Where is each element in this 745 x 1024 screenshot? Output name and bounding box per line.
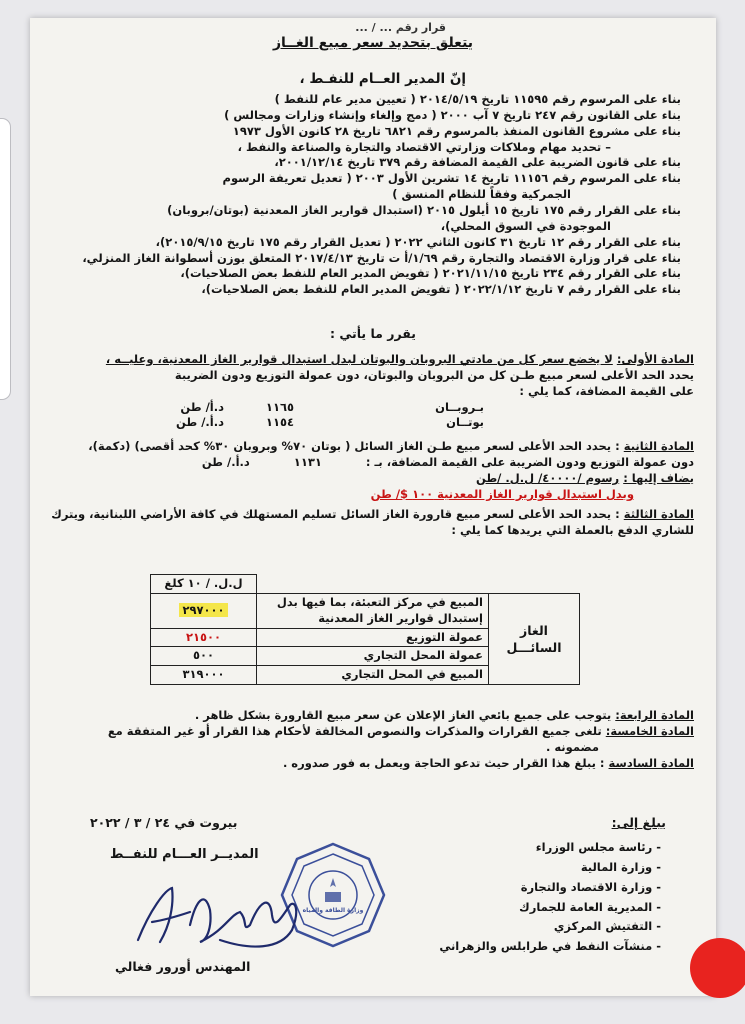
preamble-line: بناء على المرسوم رقم ١١١٥٦ تاريخ ١٤ تشرين الأول ٢٠٠٣ ( تعديل تعريفة الرسوم xyxy=(222,171,681,186)
list-item: - وزارة المالية xyxy=(580,859,661,874)
list-item: - منشآت النفط في طرابلس والزهراني xyxy=(439,939,661,954)
row-value: ٣١٩٠٠٠ xyxy=(151,666,257,685)
preamble-line: الجمركية وفقاً للنظام المنسق ) xyxy=(392,187,571,202)
notify-heading: يبلغ إلى: xyxy=(611,815,666,830)
signatory-title: المديــر العـــام للنفــط xyxy=(110,847,259,862)
article-5 xyxy=(49,724,694,740)
list-item: - رئاسة مجلس الوزراء xyxy=(535,840,661,854)
article-1-label: المادة الأولى: xyxy=(616,352,694,366)
article-5-text: تلغى جميع القرارات والمذكرات والنصوص المخالفة لأحكام هذا القرار أو غير المتفقة مع xyxy=(107,723,602,738)
article-2-added-row xyxy=(49,471,694,487)
article-6-text: : يبلغ هذا القرار حيث تدعو الحاجة ويعمل به فور صدوره . xyxy=(282,755,605,770)
notify-item-label: منشآت النفط في طرابلس والزهراني xyxy=(439,939,653,954)
final-articles xyxy=(49,708,694,771)
articles-block xyxy=(49,352,694,538)
article-5-label: المادة الخامسة: xyxy=(605,723,694,738)
table-header-row xyxy=(151,575,580,594)
preamble-line: – تحديد مهام وملاكات وزارتي الاقتصاد والتجارة والصناعة والنفط ، xyxy=(237,139,611,154)
article-3-line-1: : يحدد الحد الأعلى لسعر مبيع قارورة الغاز السائل تسليم المستهلك في كافة الأراضي اللبنانية، ويترك xyxy=(51,506,620,521)
preamble-line: بناء على القرار رقم ٧ تاريخ ٢٠٢٢/١/١٢ ( تفويض المدير العام للنفط بعض الصلاحيات)، xyxy=(201,282,681,297)
gas-label-cell: الغاز السائـــل xyxy=(489,593,580,684)
article-1-line-1: لا يخضع سعر كل من مادتي البروبان والبوتان لبدل استبدال قوارير الغاز المعدنية، وعليــه ، xyxy=(105,352,613,366)
article-2-unit: د.أ./ طن xyxy=(201,455,250,470)
article-2 xyxy=(49,439,694,455)
article-2-line-1: : يحدد الحد الأعلى لسعر مبيع طـن الغاز السائل ( بوتان ٧٠% وبروبان ٣٠% كحد أقصى) (دكمة)، xyxy=(88,439,620,454)
list-item: - المديرية العامة للجمارك xyxy=(519,899,661,914)
price-row-butane xyxy=(174,415,694,431)
article-2-replacement-fee: وبدل استبدال قوارير الغاز المعدنية ١٠٠ $/ طن xyxy=(370,486,634,501)
article-1-line-3: على القيمة المضافة، كما يلي : xyxy=(519,383,694,398)
notify-item-label: رئاسة مجلس الوزراء xyxy=(535,840,653,854)
list-item: - التفتيش المركزي xyxy=(553,919,661,934)
decides-heading: يقرر ما يأتي : xyxy=(330,326,416,341)
article-3-line-2: للشاري الدفع بالعملة التي يريدها كما يلي : xyxy=(451,522,694,537)
article-6-label: المادة السادسة xyxy=(608,755,694,770)
scanned-document xyxy=(30,18,716,996)
notify-item-label: التفتيش المركزي xyxy=(553,919,653,934)
preamble-line: بناء على المرسوم رقم ١١٥٩٥ تاريخ ٢٠١٤/٥/١٩ ( تعيين مدير عام للنفط ) xyxy=(274,92,681,106)
floating-action-button[interactable] xyxy=(690,938,745,998)
row-value-highlighted: ٢٩٧٠٠٠ xyxy=(179,603,227,617)
side-panel-tab[interactable] xyxy=(0,118,11,400)
preamble-line: بناء على قانون الضريبة على القيمة المضافة رقم ٣٧٩ تاريخ ٢٠٠١/١٢/١٤، xyxy=(274,155,681,170)
row-value-cell xyxy=(151,593,257,628)
row-label: عمولة المحل التجاري xyxy=(257,647,489,666)
signatory-name: المهندس أورور فغالي xyxy=(115,959,251,974)
price-row-propane xyxy=(174,400,694,416)
preamble-line: بناء على القرار رقم ٢٣٤ تاريخ ٢٠٢١/١١/١٥ ( تفويض المدير العام للنفط بعض الصلاحيات)، xyxy=(180,266,681,281)
article-5-text-2: مضمونه . xyxy=(545,739,599,754)
price-value: ١١٥٤ xyxy=(265,415,294,430)
price-unit: د.أ./ طن xyxy=(176,415,224,430)
row-value: ٢١٥٠٠ xyxy=(151,628,257,647)
price-value: ١١٦٥ xyxy=(265,399,294,414)
preamble-line: بناء على قرار وزارة الاقتصاد والتجارة رقم ١/٦٩/أ ت تاريخ ٢٠١٧/٤/١٣ المتعلق بوزن أسطوانة الغاز المنزلي، xyxy=(82,250,681,265)
article-2-added-label: يضاف إليها : xyxy=(623,471,694,486)
handwritten-signature xyxy=(130,870,310,960)
list-item: - وزارة الاقتصاد والتجارة xyxy=(520,879,661,894)
price-name: بوتــان xyxy=(446,415,484,430)
price-table xyxy=(150,574,580,685)
preamble-block xyxy=(81,92,681,298)
article-2-added-fee: رسوم /٤٠٠٠٠/ ل.ل. /طن xyxy=(476,471,620,486)
article-4-text: يتوجب على جميع بائعي الغاز الإعلان عن سعر مبيع القارورة بشكل ظاهر . xyxy=(194,708,612,722)
preamble-line: بناء على مشروع القانون المنفذ بالمرسوم رقم ٦٨٢١ تاريخ ٢٨ كانون الأول ١٩٧٣ xyxy=(232,123,681,138)
article-2-value: ١١٣١ xyxy=(293,455,322,470)
notify-item-label: وزارة المالية xyxy=(580,859,653,874)
price-name: بـروبــان xyxy=(435,399,484,414)
article-2-line-2-row xyxy=(49,455,694,471)
article-3 xyxy=(49,507,694,523)
row-value: ٥٠٠ xyxy=(151,647,257,666)
preamble-line: بناء على القرار رقم ١٧٥ تاريخ ١٥ أيلول ٢٠١٥ (استبدال قوارير الغاز المعدنية (بوتان/بروبان) xyxy=(167,203,681,218)
preamble-line: بناء على القانون رقم ٢٤٧ تاريخ ٧ آب ٢٠٠٠ ( دمج وإلغاء وإنشاء وزارات ومجالس ) xyxy=(224,107,681,122)
row-label: عمولة التوزيع xyxy=(257,628,489,647)
director-heading: إنّ المدير العــام للنفـط ، xyxy=(299,71,466,87)
article-1 xyxy=(49,352,694,368)
preamble-line: بناء على القرار رقم ١٢ تاريخ ٣١ كانون الثاني ٢٠٢٢ ( تعديل القرار رقم ١٧٥ تاريخ ٢٠١٥/٩/١٥)، xyxy=(155,234,681,249)
article-6 xyxy=(49,756,694,772)
notify-list xyxy=(441,840,661,959)
preamble-line: الموجودة في السوق المحلي)، xyxy=(440,218,611,233)
article-2-label: المادة الثانية xyxy=(623,439,694,454)
notify-item-label: وزارة الاقتصاد والتجارة xyxy=(520,879,653,894)
stamp-text: وزارة الطاقة والمياه xyxy=(302,907,364,914)
issue-date: بيروت في ٢٤ / ٣ / ٢٠٢٢ xyxy=(90,815,238,830)
notify-item-label: المديرية العامة للجمارك xyxy=(519,899,653,914)
table-row xyxy=(151,593,580,628)
row-label: المبيع في مركز التعبئة، بما فيها بدل إستبدال قوارير الغاز المعدنية xyxy=(257,593,489,628)
article-4 xyxy=(49,708,694,724)
article-2-line-2: دون عمولة التوزيع ودون الضريبة على القيمة المضافة، بـ : xyxy=(365,455,694,470)
price-unit: د.أ/ طن xyxy=(180,399,224,414)
row-label: المبيع في المحل التجاري xyxy=(257,666,489,685)
table-header-unit: ل.ل. / ١٠ كلغ xyxy=(151,575,257,594)
article-3-label: المادة الثالثة xyxy=(623,506,694,521)
article-1-line-2: يحدد الحد الأعلى لسعر مبيع طـن كل من البروبان والبوتان، دون عمولة التوزيع ودون الضريبة xyxy=(174,367,694,382)
document-subject: يتعلق بتحديد سعر مبيع الغــاز xyxy=(272,35,474,51)
decision-number-clipped: قرار رقم ... / ... xyxy=(355,21,446,34)
article-4-label: المادة الرابعة: xyxy=(615,708,694,722)
